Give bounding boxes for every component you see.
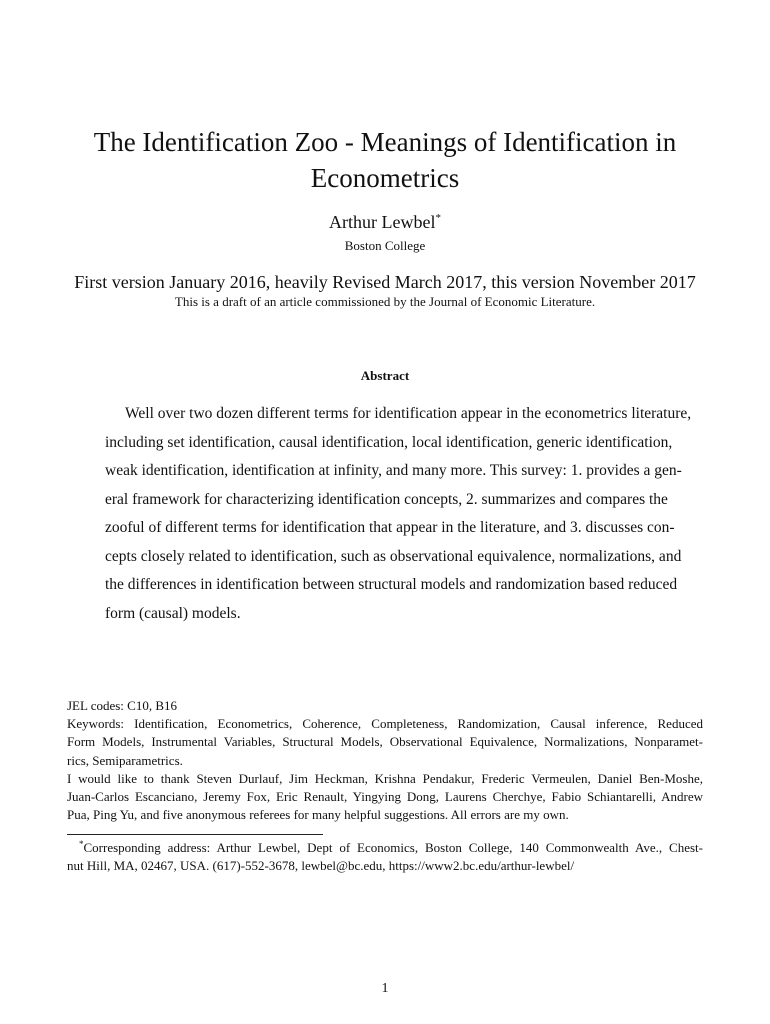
acknowledgements-line: Pua, Ping Yu, and five anonymous referees for many helpful suggestions. All errors are my own. bbox=[67, 807, 569, 823]
author-affiliation: Boston College bbox=[344, 238, 426, 253]
abstract-body bbox=[105, 400, 692, 628]
abstract-line: eral framework for characterizing identification concepts, 2. summarizes and compares the bbox=[105, 490, 668, 508]
abstract-line: cepts closely related to identification, such as observational equivalence, normalizations, and bbox=[105, 547, 682, 565]
footnote-text: Corresponding address: Arthur Lewbel, Dept of Economics, Boston College, 140 Commonwealth Ave., Chest- bbox=[83, 840, 703, 855]
abstract-line: the differences in identification between structural models and randomization based reduced bbox=[105, 576, 678, 593]
abstract-line: weak identification, identification at infinity, and many more. This survey: 1. provides a gen- bbox=[105, 462, 682, 479]
jel-codes: JEL codes: C10, B16 bbox=[67, 698, 178, 713]
version-line: First version January 2016, heavily Revised March 2017, this version November 2017 bbox=[74, 272, 696, 292]
footnote-line bbox=[67, 839, 703, 857]
keywords-line: Keywords: Identification, Econometrics, Coherence, Completeness, Randomization, Causal inference, Reduced bbox=[67, 716, 703, 732]
keywords-line: Form Models, Instrumental Variables, Structural Models, Observational Equivalence, Normalizations, Nonparamet- bbox=[67, 734, 703, 750]
footnote-line: nut Hill, MA, 02467, USA. (617)-552-3678, lewbel@bc.edu, https://www2.bc.edu/arthur-lewbel/ bbox=[67, 858, 575, 873]
author-line bbox=[0, 211, 770, 233]
abstract-heading: Abstract bbox=[360, 368, 410, 383]
acknowledgements-line: Juan-Carlos Escanciano, Jeremy Fox, Eric Renault, Yingying Dong, Laurens Cherchye, Fabio Schiantarelli, Andrew bbox=[67, 789, 703, 805]
author-footnote-mark: * bbox=[435, 212, 441, 224]
acknowledgements-line: I would like to thank Steven Durlauf, Jim Heckman, Krishna Pendakur, Frederic Vermeulen, Daniel Ben-Moshe, bbox=[67, 770, 703, 786]
corresponding-address-footnote bbox=[67, 839, 703, 875]
footnote-divider bbox=[67, 834, 323, 835]
abstract-line: including set identification, causal identification, local identification, generic identification, bbox=[105, 433, 673, 451]
abstract-line: Well over two dozen different terms for identification appear in the econometrics literature, bbox=[125, 405, 692, 422]
keywords-line: rics, Semiparametrics. bbox=[67, 752, 183, 768]
abstract-line: zooful of different terms for identification that appear in the literature, and 3. discusses con- bbox=[105, 519, 675, 536]
author-name: Arthur Lewbel bbox=[329, 212, 436, 232]
draft-note: This is a draft of an article commissioned by the Journal of Economic Literature. bbox=[174, 294, 596, 309]
abstract-line: form (causal) models. bbox=[105, 604, 241, 622]
page-number: 1 bbox=[381, 981, 389, 996]
paper-title: The Identification Zoo - Meanings of Identification in Econometrics bbox=[93, 127, 677, 193]
front-matter-notes bbox=[67, 697, 703, 824]
footnote-mark: * bbox=[79, 839, 84, 849]
